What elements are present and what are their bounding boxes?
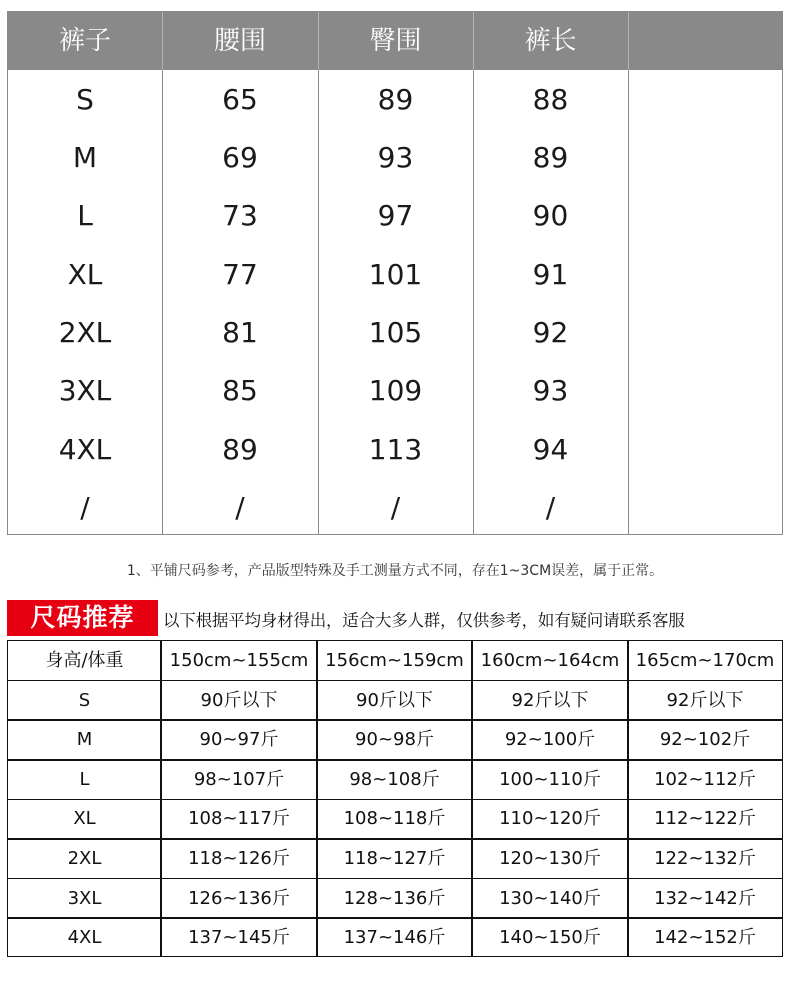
recommendation-cell: 92~102斤 [659,729,751,751]
size-table-cell: 91 [532,258,569,291]
recommendation-cell: 108~117斤 [188,808,290,830]
recommendation-cell: 98~108斤 [349,768,440,790]
recommendation-cell: 2XL [67,848,102,869]
recommendation-cell: M [76,729,93,751]
size-table-cell: 101 [368,258,423,291]
size-table-cell: XL [67,258,103,291]
recommendation-cell: 137~146斤 [343,927,446,949]
size-table-cell: 4XL [58,433,112,466]
size-recommendation-table [7,640,783,957]
size-table-cell: 94 [532,433,569,466]
size-table-cell: 89 [222,433,258,466]
recommendation-cell: 112~122斤 [654,808,756,830]
size-table-cell: 93 [532,374,569,407]
size-table-cell: 73 [222,199,258,232]
recommendation-header-cell: 165cm~170cm [635,650,775,671]
recommendation-cell: 90~98斤 [355,729,434,751]
size-recommendation-description: 以下根据平均身材得出，适合大多人群，仅供参考，如有疑问请联系客服 [163,611,685,630]
recommendation-cell: XL [73,808,96,830]
size-table-cell: M [72,141,98,174]
recommendation-cell: 92斤以下 [511,689,589,711]
size-table-header-cell: 裤长 [524,26,577,56]
recommendation-header-cell: 156cm~159cm [325,650,464,671]
size-table-cell: / [235,491,245,524]
recommendation-cell: 122~132斤 [654,848,756,869]
size-table-cell [628,187,784,245]
recommendation-cell: 100~110斤 [499,768,601,790]
recommendation-header-cell: 身高/体重 [45,650,124,671]
size-table-cell: / [545,491,556,524]
recommendation-cell: 90~97斤 [199,729,279,751]
recommendation-cell: 132~142斤 [654,887,756,909]
recommendation-cell: 102~112斤 [654,768,756,790]
recommendation-header-cell: 160cm~164cm [480,650,620,671]
size-table-cell: S [76,83,94,116]
size-table-cell: 81 [222,316,258,349]
recommendation-cell: 118~127斤 [343,848,446,869]
size-table-cell: 77 [222,258,258,291]
size-table-cell [628,304,784,362]
measurement-note: 1、平铺尺码参考，产品版型特殊及手工测量方式不同，存在1~3CM误差，属于正常。 [126,563,664,579]
size-table-cell: 90 [532,199,569,232]
recommendation-cell: 3XL [67,887,102,909]
recommendation-cell: S [78,689,91,711]
size-table-cell: 97 [377,199,414,232]
size-table-cell: 2XL [58,316,112,349]
size-table-cell: / [80,491,90,524]
recommendation-cell: 128~136斤 [343,887,446,909]
size-table-header-cell [628,12,784,70]
recommendation-header-cell: 150cm~155cm [169,650,309,671]
recommendation-cell: 4XL [67,927,102,949]
size-table-cell: 105 [368,316,423,349]
size-table-cell: 89 [377,83,414,116]
size-table-cell: 3XL [58,374,112,407]
recommendation-cell: 92~100斤 [504,729,596,751]
size-table-header-cell: 腰围 [213,26,266,56]
size-table-cell [628,246,784,304]
size-table-cell: L [77,199,93,232]
size-table-cell [628,129,784,187]
recommendation-cell: 92斤以下 [666,689,744,711]
recommendation-cell: 120~130斤 [499,848,601,869]
size-table-cell: 89 [532,141,569,174]
recommendation-cell: 130~140斤 [499,887,601,909]
size-table [7,11,783,535]
recommendation-cell: 108~118斤 [343,808,446,830]
recommendation-cell: 140~150斤 [499,927,601,949]
recommendation-cell: 90斤以下 [356,689,433,711]
size-table-cell [628,479,784,537]
size-table-cell [628,421,784,479]
recommendation-cell: 126~136斤 [188,887,290,909]
recommendation-cell: 118~126斤 [188,848,290,869]
size-table-cell [628,362,784,420]
size-table-cell: 92 [532,316,569,349]
recommendation-cell: 142~152斤 [654,927,756,949]
recommendation-cell: 98~107斤 [193,768,285,790]
recommendation-cell: L [79,768,90,790]
size-table-cell: 88 [532,83,569,116]
size-table-cell: 69 [222,141,258,174]
size-table-cell: / [390,491,401,524]
size-table-header-cell: 裤子 [58,26,111,56]
size-table-cell: 85 [222,374,258,407]
size-recommendation-title: 尺码推荐 [7,600,158,636]
size-table-cell: 109 [368,374,423,407]
recommendation-cell: 90斤以下 [200,689,278,711]
size-table-header-cell: 臀围 [369,26,422,56]
recommendation-cell: 137~145斤 [188,927,290,949]
size-table-cell: 93 [377,141,414,174]
recommendation-cell: 110~120斤 [499,808,601,830]
size-table-cell: 113 [368,433,423,466]
size-table-cell [628,71,784,129]
size-table-cell: 65 [222,83,258,116]
